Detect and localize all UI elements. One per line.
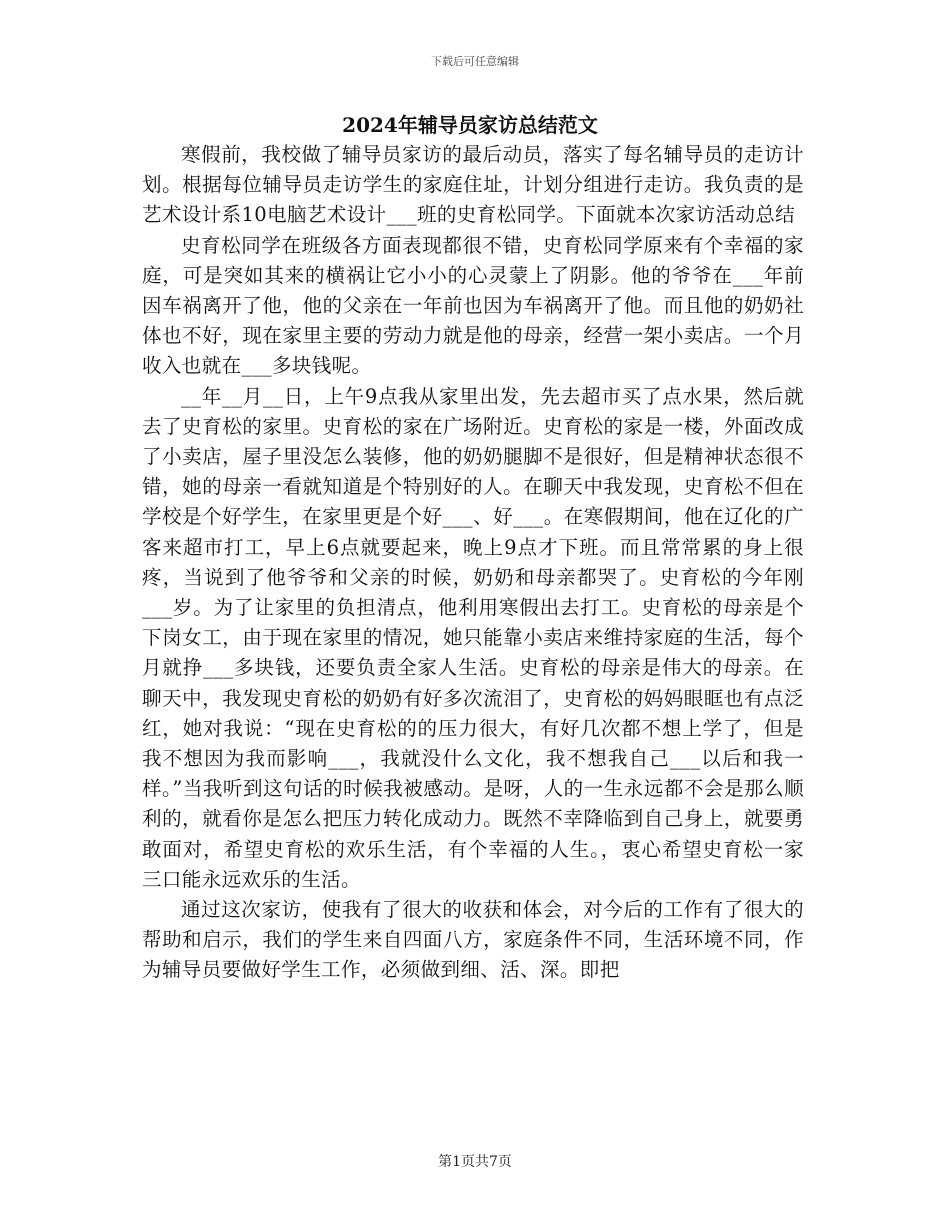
page-header-note: 下载后可任意编辑 (431, 55, 519, 68)
document-title: 2024年辅导员家访总结范文 (342, 113, 598, 137)
body-paragraph-2: 史育松同学在班级各方面表现都很不错，史育松同学原来有个幸福的家庭，可是突如其来的横祸让它小小的心灵蒙上了阴影。他的爷爷在___年前因车祸离开了他，他的父亲在一年前也因为车祸离开了他。而且他的奶奶社体也不好，现在家里主要的劳动力就是他的母亲，经营一架小卖店。一个月收入也就在___多块钱呢。 (142, 233, 804, 378)
body-paragraph-4: 通过这次家访，使我有了很大的收获和体会，对今后的工作有了很大的帮助和启示，我们的学生来自四面八方，家庭条件不同，生活环境不同，作为辅导员要做好学生工作，必须做到细、活、深。即把 (142, 898, 804, 982)
page-number: 第1页共7页 (438, 1154, 512, 1170)
body-paragraph-3: __年__月__日，上午9点我从家里出发，先去超市买了点水果，然后就去了史育松的家里。史育松的家在广场附近。史育松的家是一楼，外面改成了小卖店，屋子里没怎么装修，他的奶奶腿脚不是很好，但是精神状态很不错，她的母亲一看就知道是个特别好的人。在聊天中我发现，史育松不但在学校是个好学生，在家里更是个好___、好___。在寒假期间，他在辽化的广客来超市打工，早上6点就要起来，晚上9点才下班。而且常常累的身上很疼，当说到了他爷爷和父亲的时候，奶奶和母亲都哭了。史育松的今年刚___岁。为了让家里的负担清点，他利用寒假出去打工。史育松的母亲是个下岗女工，由于现在家里的情况，她只能靠小卖店来维持家庭的生活，每个月就挣___多块钱，还要负责全家人生活。史育松的母亲是伟大的母亲。在聊天中，我发现史育松的奶奶有好多次流泪了，史育松的妈妈眼眶也有点泛红，她对我说：“现在史育松的的压力很大，有好几次都不想上学了，但是我不想因为我而影响___，我就没什么文化，我不想我自己___以后和我一样。”当我听到这句话的时候我被感动。是呀，人的一生永远都不会是那么顺利的，就看你是怎么把压力转化成动力。既然不幸降临到自己身上，就要勇敢面对，希望史育松的欢乐生活，有个幸福的人生。，衷心希望史育松一家三口能永远欢乐的生活。 (142, 384, 804, 891)
document-body (142, 140, 804, 986)
body-paragraph-1: 寒假前，我校做了辅导员家访的最后动员，落实了每名辅导员的走访计划。根据每位辅导员走访学生的家庭住址，计划分组进行走访。我负责的是艺术设计系10电脑艺术设计___班的史育松同学。下面就本次家访活动总结 (142, 143, 804, 227)
